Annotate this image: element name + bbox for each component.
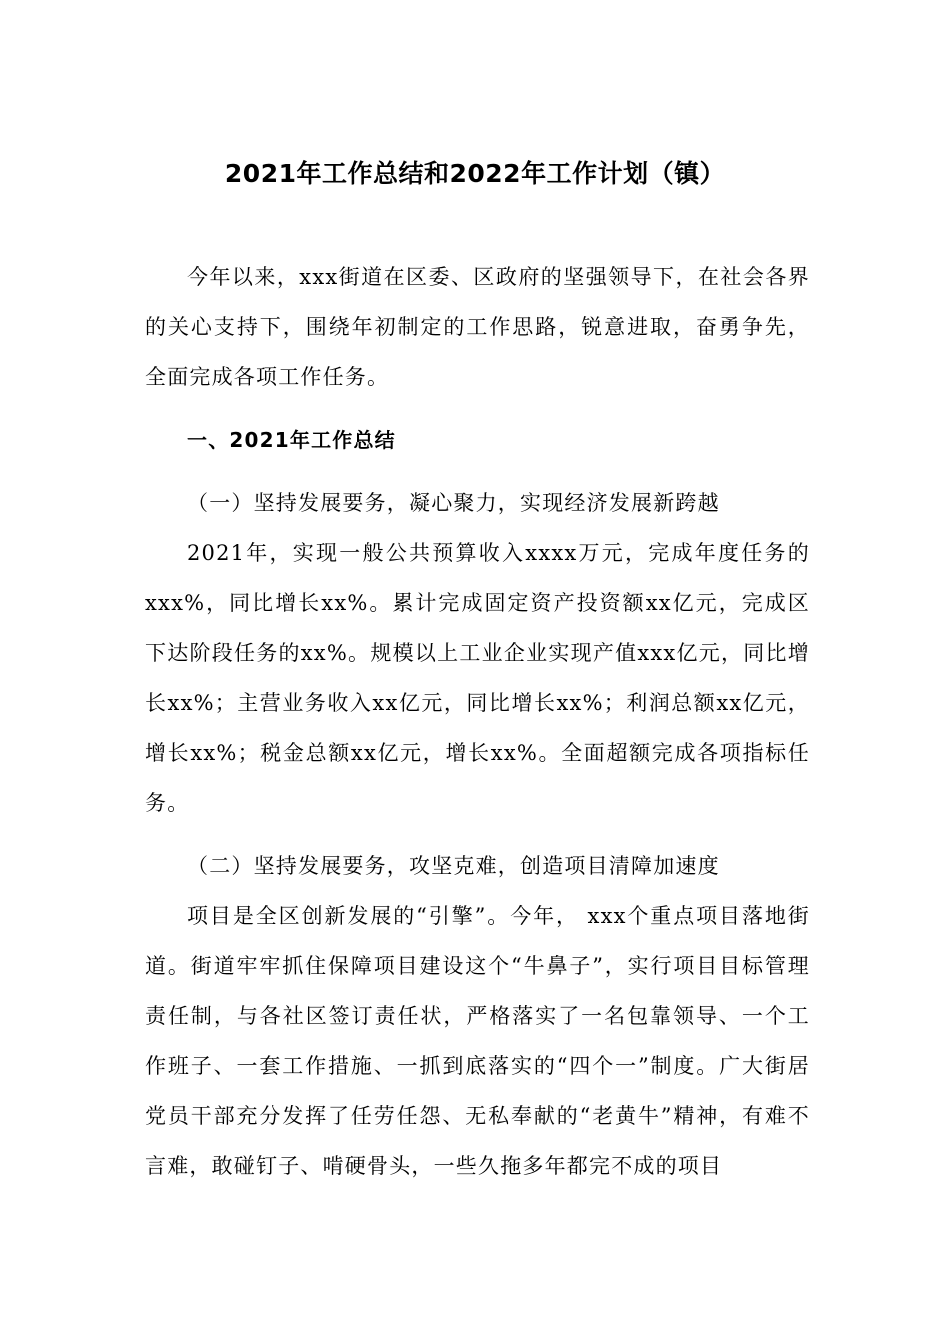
subsection-heading-economy: （一）坚持发展要务，凝心聚力，实现经济发展新跨越 (187, 491, 720, 515)
economy-paragraph: 2021年，实现一般公共预算收入xxxx万元，完成年度任务的xxx%，同比增长xx%。累计完成固定资产投资额xx亿元，完成区下达阶段任务的xx%。规模以上工业企业实现产值xxx亿元，同比增长xx%；主营业务收入xx亿元，同比增长xx%；利润总额xx亿元，增长xx%；税金总额xx亿元，增长xx%。全面超额完成各项指标任务。 (145, 541, 810, 815)
document-body (145, 252, 810, 1191)
projects-paragraph: 项目是全区创新发展的“引擎”。今年， xxx个重点项目落地街道。街道牢牢抓住保障项目建设这个“牛鼻子”，实行项目目标管理责任制，与各社区签订责任状，严格落实了一名包靠领导、一个工作班子、一套工作措施、一抓到底落实的“四个一”制度。广大街居党员干部充分发挥了任劳任怨、无私奉献的“老黄牛”精神，有难不言难，敢碰钉子、啃硬骨头，一些久拖多年都完不成的项目 (145, 904, 810, 1178)
intro-paragraph: 今年以来，xxx街道在区委、区政府的坚强领导下，在社会各界的关心支持下，围绕年初制定的工作思路，锐意进取，奋勇争先，全面完成各项工作任务。 (145, 265, 810, 389)
document-title: 2021年工作总结和2022年工作计划（镇） (224, 159, 726, 188)
section-heading-summary: 一、2021年工作总结 (187, 428, 396, 452)
subsection-heading-projects: （二）坚持发展要务，攻坚克难，创造项目清障加速度 (187, 854, 720, 878)
